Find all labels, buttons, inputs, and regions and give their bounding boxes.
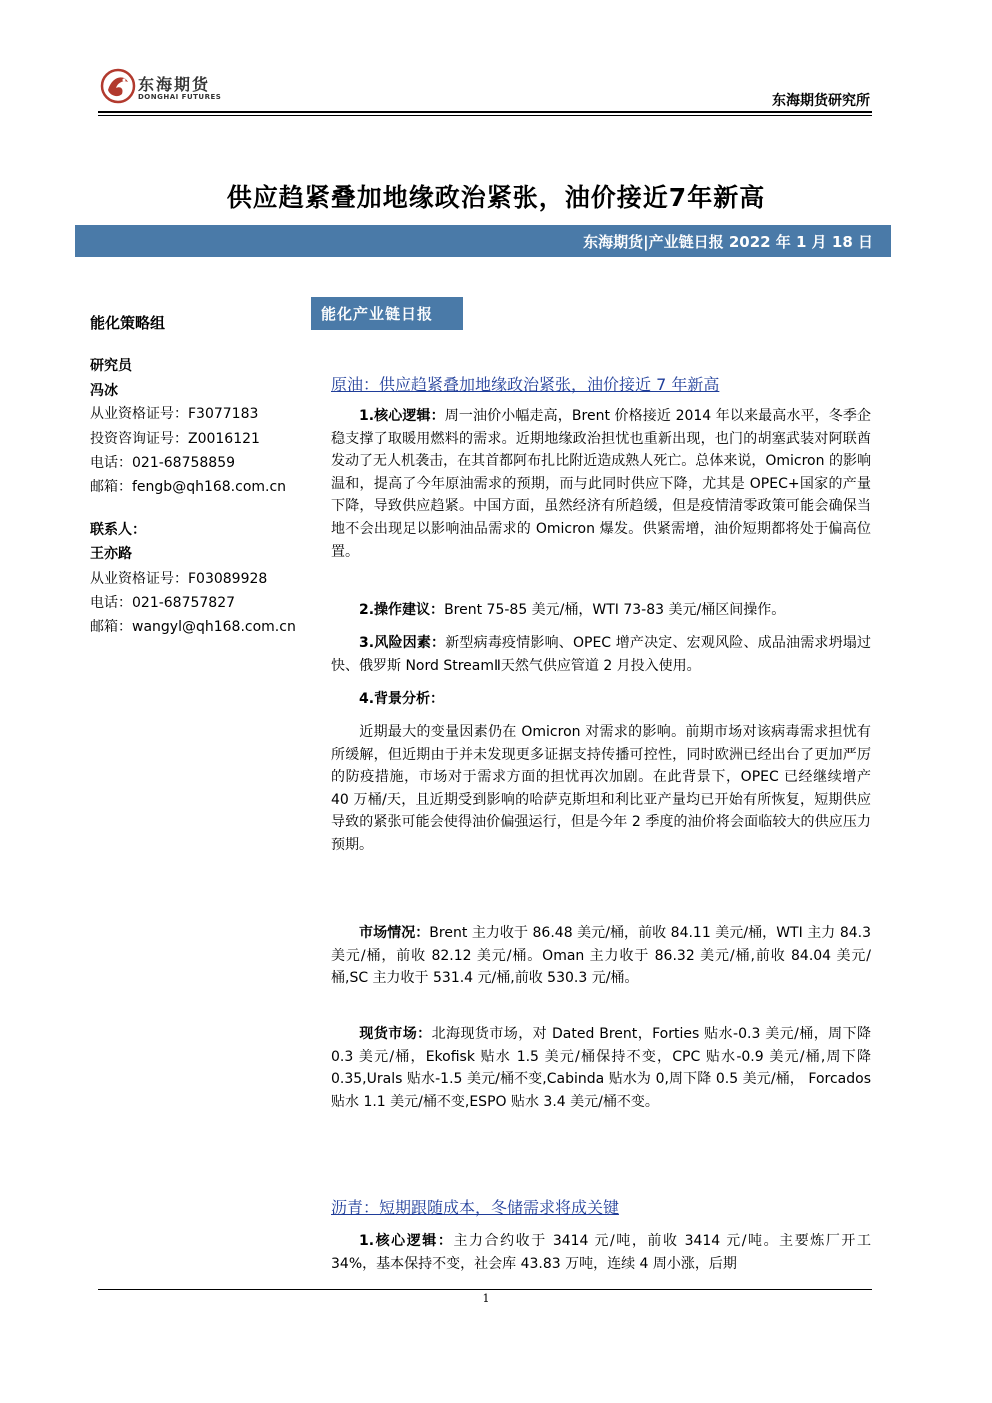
spot-text: 北海现货市场，对 Dated Brent，Forties 贴水-0.3 美元/桶，周下降 0.3 美元/桶，Ekofisk 贴水 1.5 美元/桶保持不变，CPC 贴水-0.9 美元/桶,周下降 0.35,Urals 贴水-1.5 美元/桶不变,Cabinda 贴水为 0,周下降 0.5 美元/桶， Forcados 贴水 1.1 美元/桶不变,ESPO 贴水 3.4 美元/桶不变。 [331, 1026, 872, 1110]
risk-label: 3.风险因素： [359, 635, 446, 651]
page-number: 1 [482, 1292, 490, 1305]
crude-risk [331, 632, 871, 677]
core-logic-text: 周一油价小幅走高，Brent 价格接近 2014 年以来最高水平，冬季企稳支撑了取暖用燃料的需求。近期地缘政治担忧也重新出现，也门的胡塞武装对阿联酋发动了无人机袭击，在其首都阿布扎比附近造成熟人死亡。总体来说，Omicron 的影响温和，提高了今年原油需求的预期，而与此同时供应下降，尤其是 OPEC+国家的产量下降，导致供应趋紧。中国方面，虽然经济有所趋缓，但是疫情清零政策可能会确保当地不会出现足以影响油品需求的 Omicron 爆发。供紧需增，油价短期都将处于偏高位置。 [331, 408, 871, 560]
researcher-line: 从业资格证号：F3077183 [90, 406, 259, 422]
researcher-name: 冯冰 [90, 383, 118, 399]
researcher-email: 邮箱：fengb@qh168.com.cn [90, 479, 287, 495]
company-logo [98, 66, 238, 108]
contact-email: 邮箱：wangyl@qh168.com.cn [90, 619, 296, 635]
logo-en-text: DONGHAI FUTURES [138, 93, 222, 101]
core-logic-label: 1.核心逻辑： [359, 408, 445, 424]
bg-text: 近期最大的变量因素仍在 Omicron 对需求的影响。前期市场对该病毒需求担忧有所缓解，但近期由于并未发现更多证据支持传播可控性，同时欧洲已经出台了更加严厉的防疫措施，市场对于需求方面的担忧再次加剧。在此背景下，OPEC 已经继续增产 40 万桶/天，且近期受到影响的哈萨克斯坦和利比亚产量均已开始有所恢复，短期供应导致的紧张可能会使得油价偏强运行，但是今年 2 季度的油价将会面临较大的供应压力预期。 [331, 724, 871, 853]
contact-line: 电话：021-68757827 [90, 595, 236, 611]
crude-op-advice [331, 599, 871, 622]
crude-spot [331, 1023, 871, 1113]
crude-market [331, 922, 871, 990]
strategy-group: 能化策略组 [90, 314, 166, 332]
asphalt-logic-text: 主力合约收于 3414 元/吨，前收 3414 元/吨。主要炼厂开工 34%，基本保持不变，社会库 43.83 万吨，连续 4 周小涨，后期 [331, 1233, 871, 1272]
researcher-label: 研究员 [90, 358, 132, 374]
page-title: 供应趋紧叠加地缘政治紧张，油价接近7年新高 [226, 183, 766, 212]
contact-line: 从业资格证号：F03089928 [90, 571, 268, 587]
header-rule-thin [98, 115, 872, 116]
researcher-line: 电话：021-68758859 [90, 455, 236, 471]
market-text: Brent 主力收于 86.48 美元/桶，前收 84.11 美元/桶，WTI 主力 84.3 美元/桶，前收 82.12 美元/桶。Oman 主力收于 86.32 美元/桶,前收 84.04 美元/桶,SC 主力收于 531.4 元/桶,前收 530.3 元/桶。 [331, 925, 871, 987]
risk-text: 新型病毒疫情影响、OPEC 增产决定、宏观风险、成品油需求坍塌过快、俄罗斯 Nord StreamⅡ天然气供应管道 2 月投入使用。 [331, 635, 871, 674]
section-tag-text: 能化产业链日报 [321, 305, 434, 323]
researcher-line: 投资咨询证号：Z0016121 [90, 431, 260, 447]
crude-bg-label [331, 688, 871, 711]
asphalt-logic-label: 1.核心逻辑： [359, 1233, 454, 1249]
asphalt-core-logic [331, 1230, 871, 1275]
spot-label: 现货市场： [359, 1026, 432, 1042]
banner-text: 东海期货|产业链日报 2022 年 1 月 18 日 [583, 233, 873, 251]
bg-label: 4.背景分析： [359, 691, 445, 707]
dragon-logo-icon [98, 66, 138, 106]
footer-rule [98, 1289, 872, 1290]
section-tag [311, 297, 463, 330]
asphalt-heading[interactable]: 沥青：短期跟随成本，冬储需求将成关键 [331, 1198, 620, 1217]
contact-name: 王亦路 [90, 546, 132, 562]
market-label: 市场情况： [359, 925, 430, 941]
op-advice-label: 2.操作建议： [359, 602, 445, 618]
crude-core-logic [331, 405, 871, 563]
contact-label: 联系人： [90, 522, 146, 538]
report-banner [75, 225, 891, 257]
institute-name: 东海期货研究所 [772, 93, 870, 109]
op-advice-text: Brent 75-85 美元/桶，WTI 73-83 美元/桶区间操作。 [444, 602, 786, 618]
logo-cn-text: 东海期货 [138, 75, 211, 94]
header-rule [98, 111, 872, 113]
crude-bg-text [331, 721, 871, 857]
crude-heading[interactable]: 原油：供应趋紧叠加地缘政治紧张，油价接近 7 年新高 [331, 375, 720, 394]
